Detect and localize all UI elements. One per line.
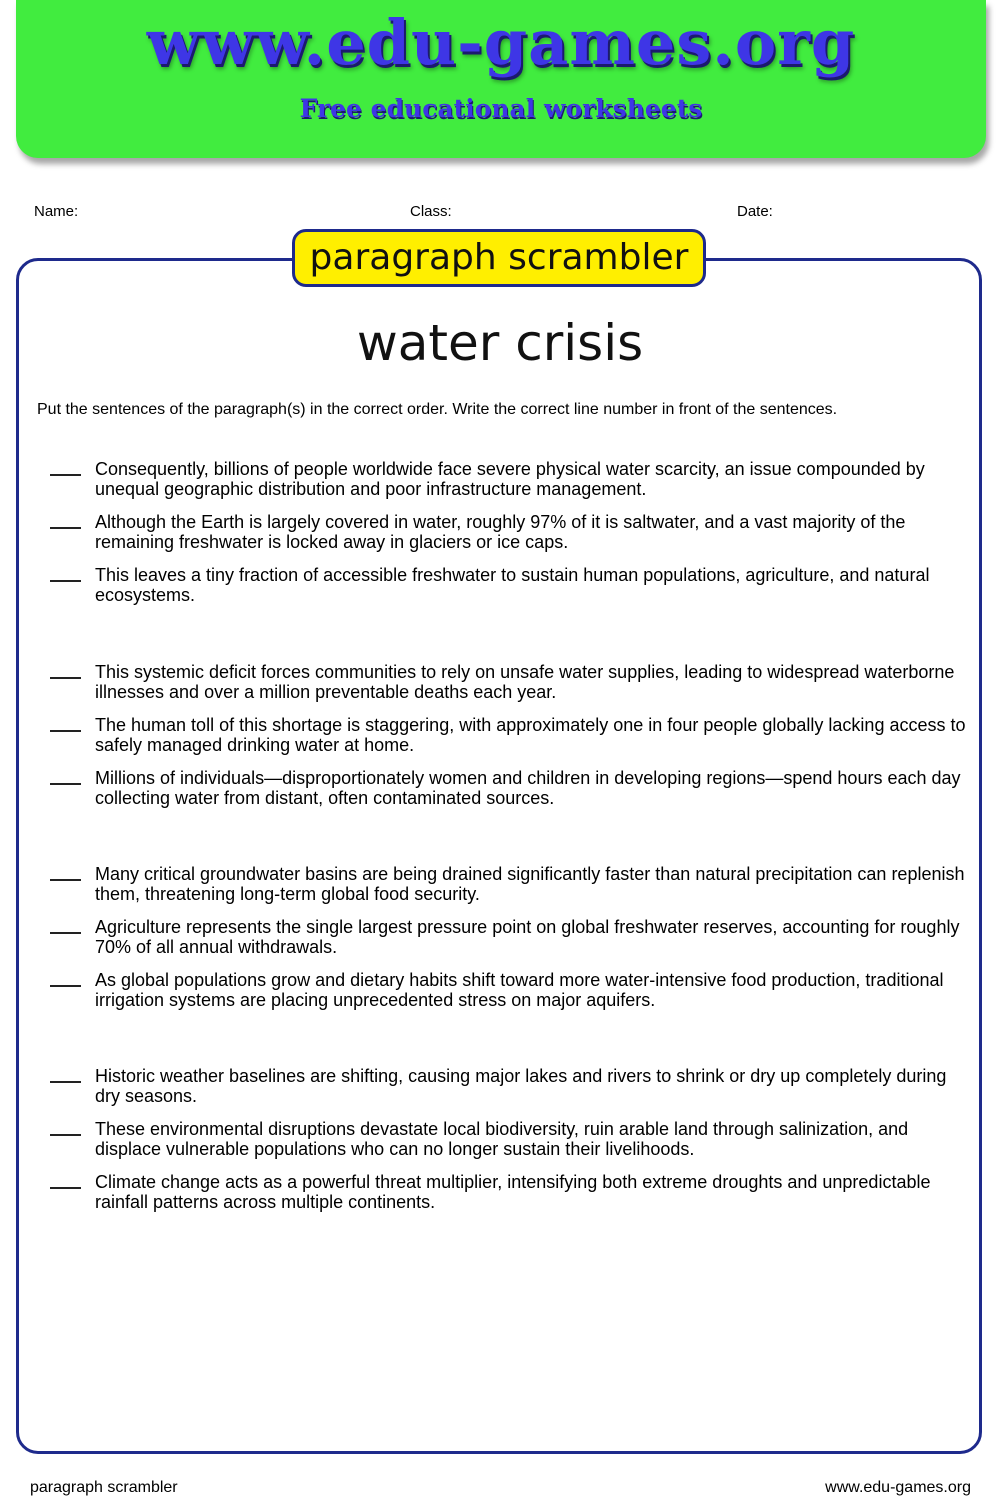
class-field-label: Class: — [410, 203, 452, 220]
sentence-text: Although the Earth is largely covered in water, roughly 97% of it is saltwater, and a vast majority of the remaining freshwater is locked away in glaciers or ice caps. — [95, 512, 906, 552]
date-field-label: Date: — [737, 203, 773, 220]
line-number-blank[interactable] — [50, 474, 81, 476]
site-subtitle: Free educational worksheets — [299, 94, 703, 123]
line-number-blank[interactable] — [50, 879, 81, 881]
sentence-text: This systemic deficit forces communities to rely on unsafe water supplies, leading to widespread waterborne illnesses and over a million preventable deaths each year. — [95, 662, 955, 702]
sentence-text: This leaves a tiny fraction of accessible freshwater to sustain human populations, agriculture, and natural ecosystems. — [95, 565, 930, 605]
header-banner — [16, 0, 986, 158]
line-number-blank[interactable] — [50, 1187, 81, 1189]
sentence-text: The human toll of this shortage is staggering, with approximately one in four people globally lacking access to safely managed drinking water at home. — [95, 715, 966, 755]
line-number-blank[interactable] — [50, 985, 81, 987]
line-number-blank[interactable] — [50, 783, 81, 785]
footer-worksheet-type: paragraph scrambler — [30, 1479, 178, 1496]
site-title[interactable]: www.edu-games.org — [146, 6, 856, 79]
line-number-blank[interactable] — [50, 677, 81, 679]
line-number-blank[interactable] — [50, 730, 81, 732]
worksheet-title: water crisis — [356, 314, 644, 372]
sentence-text: Agriculture represents the single largest pressure point on global freshwater reserves, accounting for roughly 70% of all annual withdrawals. — [95, 917, 960, 957]
line-number-blank[interactable] — [50, 580, 81, 582]
sentence-text: As global populations grow and dietary habits shift toward more water-intensive food production, traditional irrigation systems are placing unprecedented stress on major aquifers. — [95, 970, 944, 1010]
line-number-blank[interactable] — [50, 932, 81, 934]
sentence-text: These environmental disruptions devastate local biodiversity, ruin arable land through salinization, and displace vulnerable populations who can no longer sustain their livelihoods. — [95, 1119, 909, 1159]
sentence-text: Many critical groundwater basins are being drained significantly faster than natural precipitation can replenish them, threatening long-term global food security. — [95, 864, 965, 904]
line-number-blank[interactable] — [50, 527, 81, 529]
worksheet-type-badge: paragraph scrambler — [292, 229, 706, 287]
worksheet-frame — [16, 258, 982, 1454]
footer-site-url[interactable]: www.edu-games.org — [825, 1479, 971, 1496]
line-number-blank[interactable] — [50, 1134, 81, 1136]
line-number-blank[interactable] — [50, 1081, 81, 1083]
instructions-text: Put the sentences of the paragraph(s) in the correct order. Write the correct line number in front of the sentences. — [37, 401, 838, 418]
sentence-text: Historic weather baselines are shifting, causing major lakes and rivers to shrink or dry up completely during dry seasons. — [95, 1066, 947, 1106]
name-field-label: Name: — [34, 203, 79, 220]
sentence-text: Climate change acts as a powerful threat multiplier, intensifying both extreme droughts and unpredictable rainfall patterns across multiple continents. — [95, 1172, 931, 1212]
sentence-text: Consequently, billions of people worldwide face severe physical water scarcity, an issue compounded by unequal geographic distribution and poor infrastructure management. — [95, 459, 925, 499]
sentence-text: Millions of individuals—disproportionately women and children in developing regions—spend hours each day collecting water from distant, often contaminated sources. — [95, 768, 961, 808]
